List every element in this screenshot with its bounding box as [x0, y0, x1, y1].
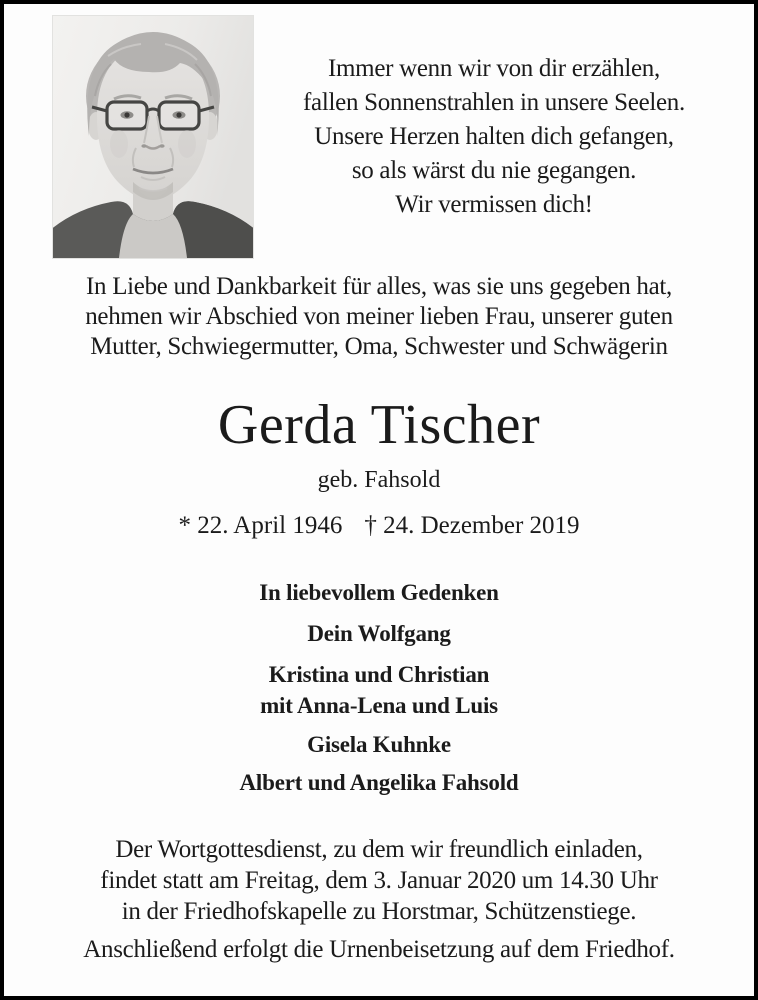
mourner-name: Gisela Kuhnke [307, 732, 451, 757]
portrait-photo [53, 16, 253, 258]
portrait-photo-image [53, 16, 253, 258]
farewell-text [4, 272, 754, 362]
poem-line: Unsere Herzen halten dich gefangen, [314, 123, 674, 150]
farewell-line: nehmen wir Abschied von meiner lieben Frau, unserer guten [85, 303, 673, 330]
maiden-name: geb. Fahsold [317, 467, 441, 493]
service-line: findet statt am Freitag, dem 3. Januar 2020 um 14.30 Uhr [100, 867, 658, 894]
mourner-name: Dein Wolfgang [307, 621, 451, 646]
service-line: Der Wortgottesdienst, zu dem wir freundlich einladen, [115, 836, 643, 863]
poem-line: fallen Sonnenstrahlen in unsere Seelen. [303, 89, 685, 116]
farewell-line: Mutter, Schwiegermutter, Oma, Schwester und Schwägerin [90, 333, 668, 360]
mourner-name: mit Anna-Lena und Luis [260, 693, 498, 718]
farewell-line: In Liebe und Dankbarkeit für alles, was sie uns gegeben hat, [86, 273, 672, 300]
remembrance-heading: In liebevollem Gedenken [259, 580, 499, 605]
mourner-name: Kristina und Christian [268, 662, 490, 687]
birth-date: * 22. April 1946 [178, 512, 343, 539]
life-dates [4, 511, 754, 541]
service-line: in der Friedhofskapelle zu Horstmar, Schützenstiege. [121, 898, 637, 925]
deceased-name: Gerda Tischer [217, 394, 541, 456]
mourner-name: Albert und Angelika Fahsold [239, 770, 519, 795]
death-date: † 24. Dezember 2019 [364, 512, 580, 539]
burial-note: Anschließend erfolgt die Urnenbeisetzung auf dem Friedhof. [83, 936, 675, 963]
service-announcement [4, 834, 754, 927]
memorial-poem [240, 52, 748, 222]
poem-line: so als wärst du nie gegangen. [351, 157, 637, 184]
poem-line: Wir vermissen dich! [395, 191, 593, 218]
poem-line: Immer wenn wir von dir erzählen, [328, 55, 660, 82]
